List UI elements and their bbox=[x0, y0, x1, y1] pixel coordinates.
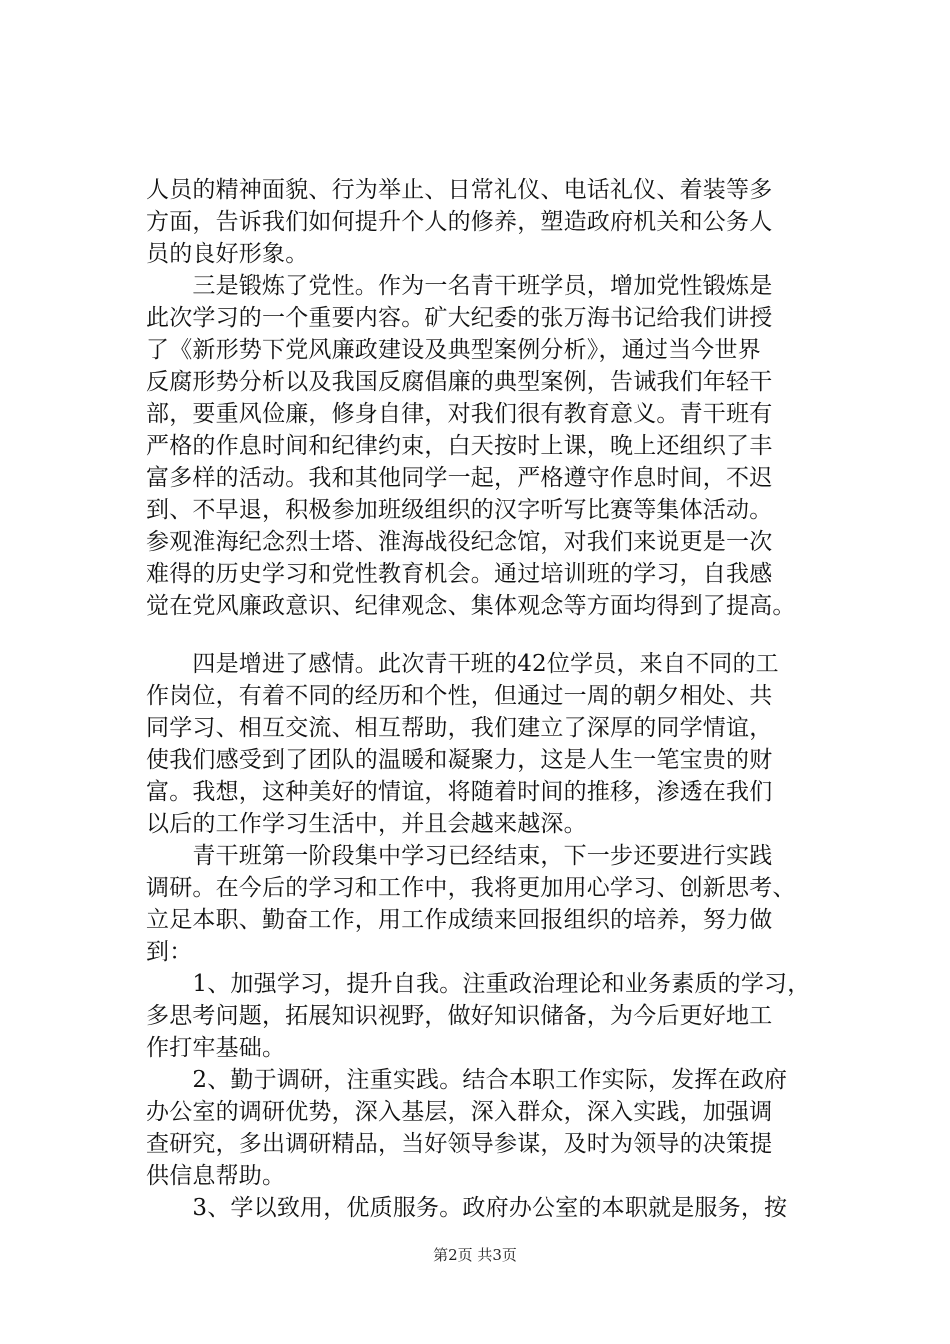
text-line: 部，要重风俭廉，修身自律，对我们很有教育意义。青干班有 bbox=[146, 401, 773, 427]
text-line: 觉在党风廉政意识、纪律观念、集体观念等方面均得到了提高。 bbox=[146, 593, 796, 619]
text-line: 四是增进了感情。此次青干班的42位学员，来自不同的工 bbox=[146, 651, 779, 677]
text-line: 此次学习的一个重要内容。矿大纪委的张万海书记给我们讲授 bbox=[146, 305, 773, 331]
text-line: 以后的工作学习生活中，并且会越来越深。 bbox=[146, 811, 587, 837]
text-line: 作打牢基础。 bbox=[146, 1035, 286, 1061]
text-line: 3、学以致用，优质服务。政府办公室的本职就是服务，按 bbox=[146, 1195, 788, 1221]
text-line: 同学习、相互交流、相互帮助，我们建立了深厚的同学情谊， bbox=[146, 715, 773, 741]
text-line: 立足本职、勤奋工作，用工作成绩来回报组织的培养，努力做 bbox=[146, 907, 773, 933]
text-line: 办公室的调研优势，深入基层，深入群众，深入实践，加强调 bbox=[146, 1099, 773, 1125]
page-footer bbox=[0, 1244, 950, 1265]
text-line: 调研。在今后的学习和工作中，我将更加用心学习、创新思考、 bbox=[146, 875, 796, 901]
text-line: 1、加强学习，提升自我。注重政治理论和业务素质的学习， bbox=[146, 971, 811, 997]
text-line: 严格的作息时间和纪律约束，白天按时上课，晚上还组织了丰 bbox=[146, 433, 773, 459]
text-line: 供信息帮助。 bbox=[146, 1163, 286, 1189]
text-line: 三是锻炼了党性。作为一名青干班学员，增加党性锻炼是 bbox=[146, 273, 773, 299]
text-line: 了《新形势下党风廉政建设及典型案例分析》，通过当今世界 bbox=[146, 337, 761, 363]
text-line: 多思考问题，拓展知识视野，做好知识储备，为今后更好地工 bbox=[146, 1003, 773, 1029]
text-line: 富。我想，这种美好的情谊，将随着时间的推移，渗透在我们 bbox=[146, 779, 773, 805]
document-body bbox=[146, 174, 846, 1224]
text-line: 反腐形势分析以及我国反腐倡廉的典型案例，告诫我们年轻干 bbox=[146, 369, 773, 395]
text-line: 难得的历史学习和党性教育机会。通过培训班的学习，自我感 bbox=[146, 561, 773, 587]
paragraph-gap bbox=[146, 622, 846, 648]
text-line: 使我们感受到了团队的温暖和凝聚力，这是人生一笔宝贵的财 bbox=[146, 747, 773, 773]
text-line: 青干班第一阶段集中学习已经结束，下一步还要进行实践 bbox=[146, 843, 773, 869]
text-line: 富多样的活动。我和其他同学一起，严格遵守作息时间，不迟 bbox=[146, 465, 773, 491]
text-line: 参观淮海纪念烈士塔、淮海战役纪念馆，对我们来说更是一次 bbox=[146, 529, 773, 555]
page-number-label: 第2页 共3页 bbox=[433, 1246, 517, 1264]
text-line: 到： bbox=[146, 939, 193, 965]
text-line: 2、勤于调研，注重实践。结合本职工作实际，发挥在政府 bbox=[146, 1067, 788, 1093]
text-line: 查研究，多出调研精品，当好领导参谋，及时为领导的决策提 bbox=[146, 1131, 773, 1157]
text-line: 员的良好形象。 bbox=[146, 241, 309, 267]
text-line: 作岗位，有着不同的经历和个性，但通过一周的朝夕相处、共 bbox=[146, 683, 773, 709]
text-line: 人员的精神面貌、行为举止、日常礼仪、电话礼仪、着装等多 bbox=[146, 177, 773, 203]
text-line: 方面，告诉我们如何提升个人的修养，塑造政府机关和公务人 bbox=[146, 209, 773, 235]
text-line: 到、不早退，积极参加班级组织的汉字听写比赛等集体活动。 bbox=[146, 497, 773, 523]
